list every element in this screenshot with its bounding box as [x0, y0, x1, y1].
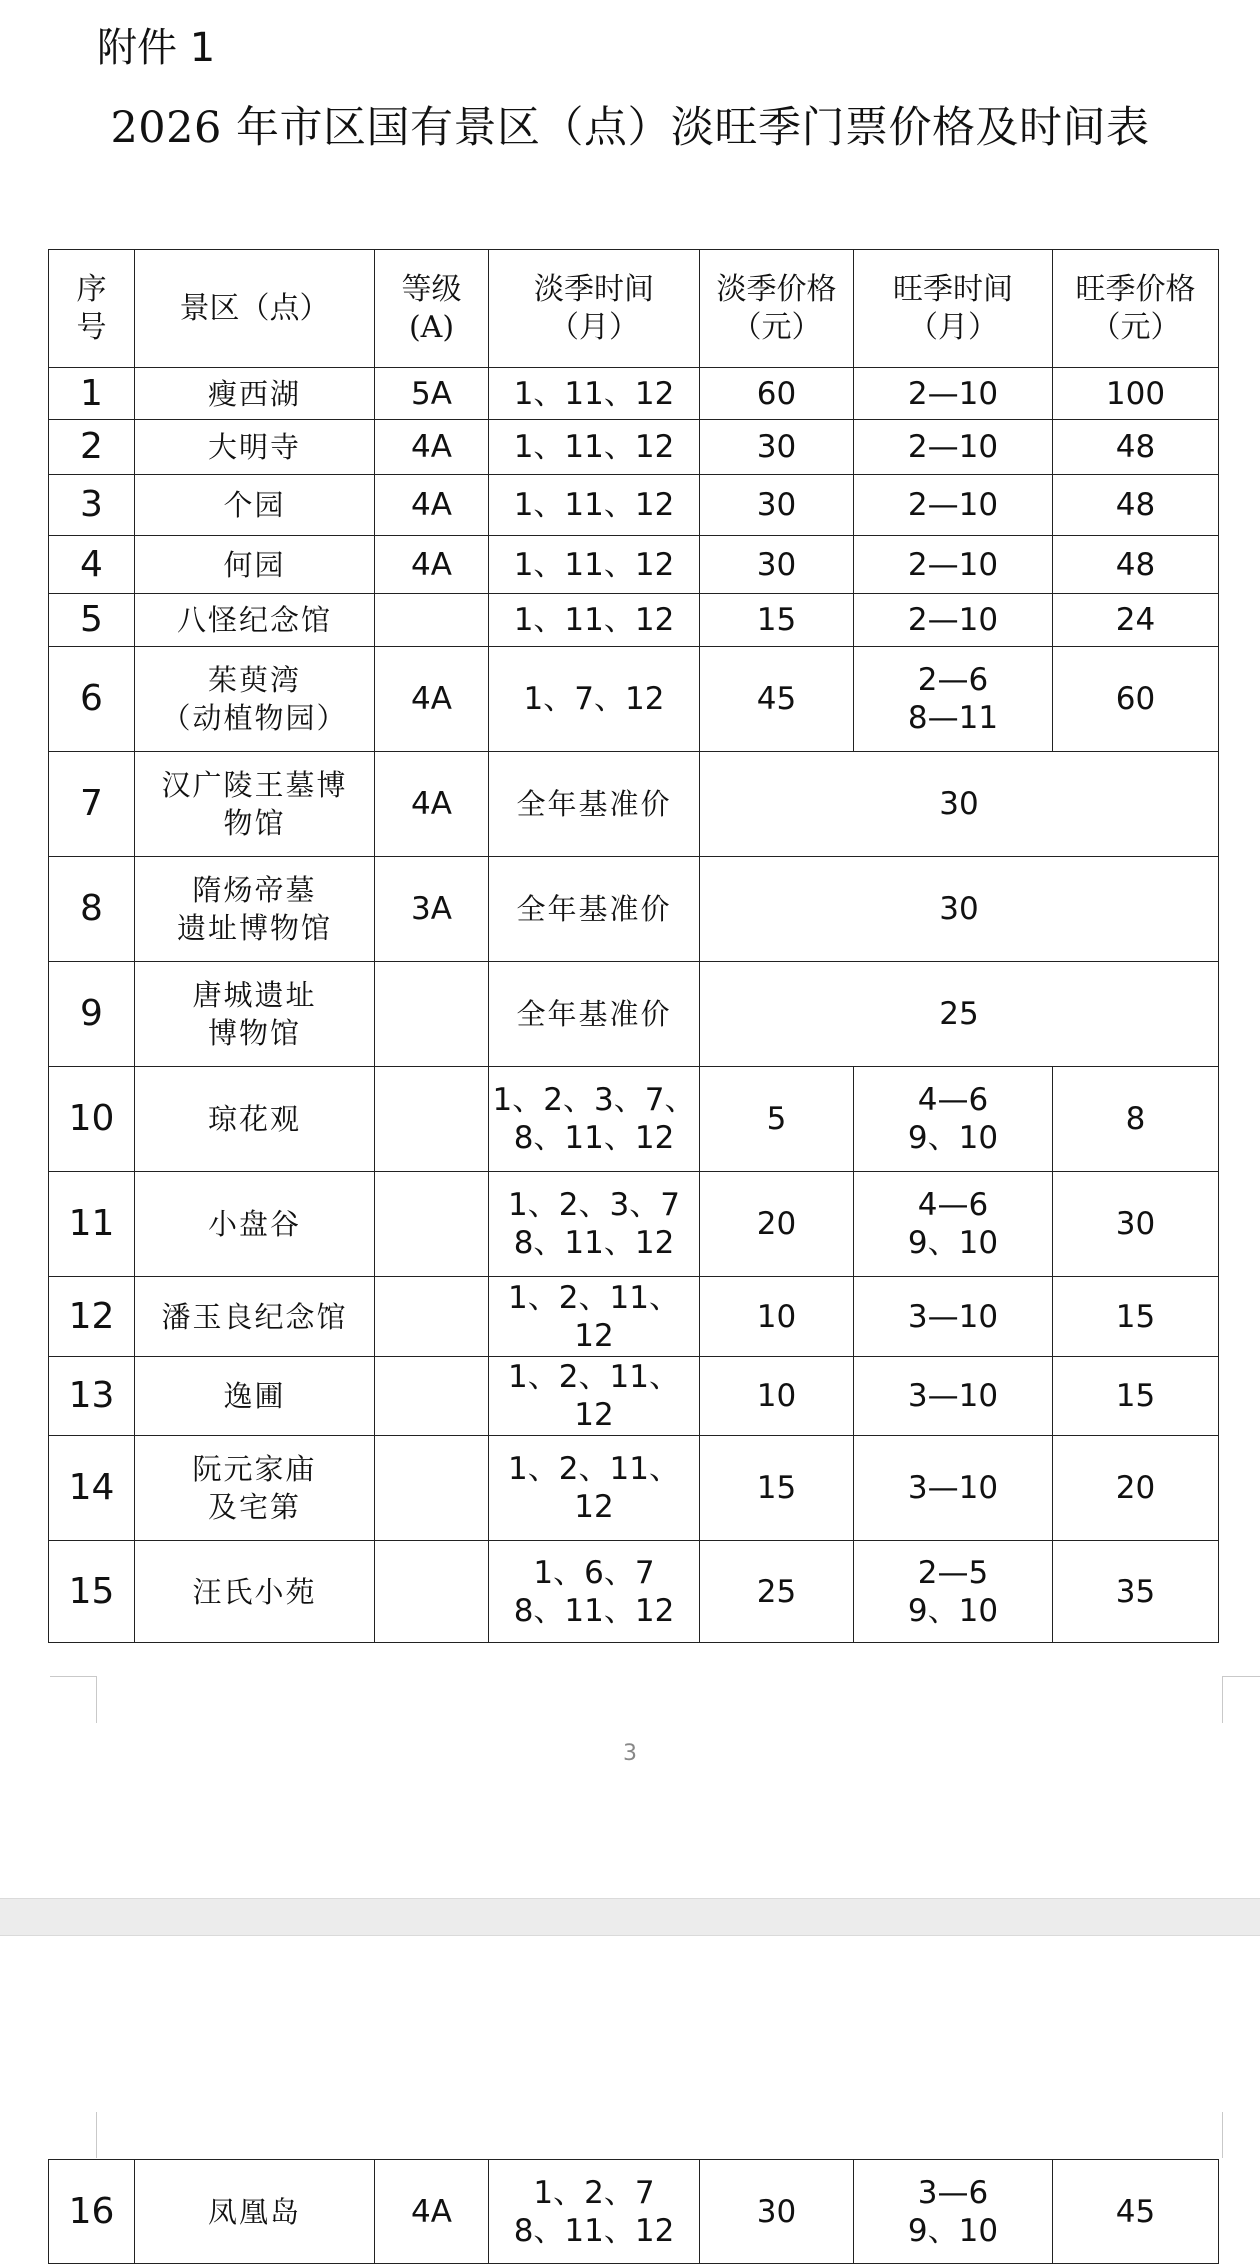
row-peak-time: 3—6 9、10 — [854, 2160, 1053, 2264]
row-no: 1 — [49, 368, 135, 420]
row-peak-price: 30 — [1053, 1172, 1219, 1277]
row-no: 8 — [49, 857, 135, 962]
header-grade: 等级 (A) — [375, 250, 489, 368]
table-row — [49, 1172, 1219, 1277]
row-peak-time: 2—5 9、10 — [854, 1541, 1053, 1643]
header-peak-price: 旺季价格 （元） — [1053, 250, 1219, 368]
row-off-price: 20 — [700, 1172, 854, 1277]
row-name: 阮元家庙 及宅第 — [135, 1436, 375, 1541]
price-table — [48, 249, 1219, 1643]
row-name: 唐城遗址 博物馆 — [135, 962, 375, 1067]
page-corner-mark — [50, 2112, 97, 2158]
price-table-continued — [48, 2159, 1219, 2264]
row-off-time: 1、2、3、7 8、11、12 — [489, 1172, 700, 1277]
row-off-price: 30 — [700, 2160, 854, 2264]
row-peak-time: 3—10 — [854, 1357, 1053, 1436]
table-row — [49, 752, 1219, 857]
attachment-label: 附件 1 — [97, 25, 216, 71]
row-name: 个园 — [135, 475, 375, 536]
row-off-price: 30 — [700, 475, 854, 536]
table-row — [49, 594, 1219, 647]
row-peak-price: 45 — [1053, 2160, 1219, 2264]
row-off-time: 1、11、12 — [489, 475, 700, 536]
row-grade — [375, 1067, 489, 1172]
row-off-time: 1、11、12 — [489, 420, 700, 475]
table-row — [49, 1541, 1219, 1643]
row-name: 汪氏小苑 — [135, 1541, 375, 1643]
table-row — [49, 2160, 1219, 2264]
row-name: 潘玉良纪念馆 — [135, 1277, 375, 1357]
row-peak-time: 2—10 — [854, 368, 1053, 420]
row-grade — [375, 594, 489, 647]
row-off-time: 1、11、12 — [489, 368, 700, 420]
table-row — [49, 1067, 1219, 1172]
page-number: 3 — [623, 1741, 637, 1766]
table-row — [49, 368, 1219, 420]
row-off-price: 10 — [700, 1357, 854, 1436]
row-peak-price: 48 — [1053, 475, 1219, 536]
row-grade: 4A — [375, 2160, 489, 2264]
row-name: 八怪纪念馆 — [135, 594, 375, 647]
row-off-time: 1、7、12 — [489, 647, 700, 752]
row-peak-price: 24 — [1053, 594, 1219, 647]
row-annual-price: 30 — [700, 752, 1219, 857]
row-peak-price: 20 — [1053, 1436, 1219, 1541]
row-off-price: 15 — [700, 594, 854, 647]
row-peak-time: 2—10 — [854, 420, 1053, 475]
row-name: 汉广陵王墓博 物馆 — [135, 752, 375, 857]
row-peak-price: 100 — [1053, 368, 1219, 420]
table-row — [49, 420, 1219, 475]
row-off-time: 1、2、11、 12 — [489, 1277, 700, 1357]
row-no: 7 — [49, 752, 135, 857]
row-no: 9 — [49, 962, 135, 1067]
row-peak-price: 15 — [1053, 1277, 1219, 1357]
row-off-price: 30 — [700, 536, 854, 594]
row-grade: 4A — [375, 475, 489, 536]
row-note: 全年基准价 — [489, 962, 700, 1067]
row-off-price: 25 — [700, 1541, 854, 1643]
row-note: 全年基准价 — [489, 752, 700, 857]
row-no: 14 — [49, 1436, 135, 1541]
row-name: 何园 — [135, 536, 375, 594]
row-no: 15 — [49, 1541, 135, 1643]
row-off-time: 1、2、3、7、 8、11、12 — [489, 1067, 700, 1172]
row-no: 5 — [49, 594, 135, 647]
row-off-time: 1、2、11、 12 — [489, 1436, 700, 1541]
row-peak-time: 2—10 — [854, 475, 1053, 536]
row-name: 凤凰岛 — [135, 2160, 375, 2264]
row-off-price: 45 — [700, 647, 854, 752]
table-row — [49, 475, 1219, 536]
row-peak-time: 4—6 9、10 — [854, 1067, 1053, 1172]
row-grade — [375, 1172, 489, 1277]
row-name: 瘦西湖 — [135, 368, 375, 420]
table-row — [49, 1357, 1219, 1436]
row-off-time: 1、2、11、 12 — [489, 1357, 700, 1436]
row-no: 4 — [49, 536, 135, 594]
row-annual-price: 30 — [700, 857, 1219, 962]
row-peak-price: 8 — [1053, 1067, 1219, 1172]
header-off-price: 淡季价格 （元） — [700, 250, 854, 368]
row-grade: 3A — [375, 857, 489, 962]
row-peak-price: 15 — [1053, 1357, 1219, 1436]
row-off-time: 1、6、7 8、11、12 — [489, 1541, 700, 1643]
row-note: 全年基准价 — [489, 857, 700, 962]
row-name: 琼花观 — [135, 1067, 375, 1172]
row-off-price: 60 — [700, 368, 854, 420]
table-row — [49, 857, 1219, 962]
row-grade: 4A — [375, 752, 489, 857]
table-row — [49, 536, 1219, 594]
page-corner-mark — [1222, 2112, 1260, 2158]
row-peak-price: 48 — [1053, 536, 1219, 594]
row-name: 小盘谷 — [135, 1172, 375, 1277]
row-name: 茱萸湾 （动植物园） — [135, 647, 375, 752]
row-name: 大明寺 — [135, 420, 375, 475]
row-grade: 4A — [375, 647, 489, 752]
row-peak-price: 48 — [1053, 420, 1219, 475]
table-row — [49, 647, 1219, 752]
row-off-time: 1、11、12 — [489, 536, 700, 594]
row-off-price: 30 — [700, 420, 854, 475]
row-grade — [375, 1277, 489, 1357]
table-row — [49, 962, 1219, 1067]
row-peak-time: 2—10 — [854, 536, 1053, 594]
table-row — [49, 1277, 1219, 1357]
row-no: 6 — [49, 647, 135, 752]
row-grade: 5A — [375, 368, 489, 420]
row-name: 隋炀帝墓 遗址博物馆 — [135, 857, 375, 962]
row-peak-time: 2—6 8—11 — [854, 647, 1053, 752]
row-off-price: 15 — [700, 1436, 854, 1541]
page-corner-mark — [50, 1676, 97, 1723]
row-no: 11 — [49, 1172, 135, 1277]
page-title: 2026 年市区国有景区（点）淡旺季门票价格及时间表 — [110, 103, 1150, 153]
row-no: 13 — [49, 1357, 135, 1436]
row-grade — [375, 1436, 489, 1541]
row-grade — [375, 1357, 489, 1436]
row-no: 3 — [49, 475, 135, 536]
row-no: 2 — [49, 420, 135, 475]
row-grade — [375, 1541, 489, 1643]
row-grade: 4A — [375, 536, 489, 594]
row-off-price: 10 — [700, 1277, 854, 1357]
page-separator — [0, 1898, 1260, 1936]
table-row — [49, 1436, 1219, 1541]
row-peak-time: 3—10 — [854, 1277, 1053, 1357]
row-peak-time: 2—10 — [854, 594, 1053, 647]
row-peak-time: 4—6 9、10 — [854, 1172, 1053, 1277]
row-annual-price: 25 — [700, 962, 1219, 1067]
header-no: 序 号 — [49, 250, 135, 368]
row-name: 逸圃 — [135, 1357, 375, 1436]
table-header-row — [49, 250, 1219, 368]
row-no: 16 — [49, 2160, 135, 2264]
row-off-time: 1、11、12 — [489, 594, 700, 647]
row-off-time: 1、2、7 8、11、12 — [489, 2160, 700, 2264]
row-no: 10 — [49, 1067, 135, 1172]
row-peak-price: 35 — [1053, 1541, 1219, 1643]
header-peak-time: 旺季时间 （月） — [854, 250, 1053, 368]
row-grade — [375, 962, 489, 1067]
page-corner-mark — [1222, 1676, 1260, 1723]
row-no: 12 — [49, 1277, 135, 1357]
row-peak-time: 3—10 — [854, 1436, 1053, 1541]
row-peak-price: 60 — [1053, 647, 1219, 752]
row-grade: 4A — [375, 420, 489, 475]
header-off-time: 淡季时间 （月） — [489, 250, 700, 368]
row-off-price: 5 — [700, 1067, 854, 1172]
header-name: 景区（点） — [135, 250, 375, 368]
